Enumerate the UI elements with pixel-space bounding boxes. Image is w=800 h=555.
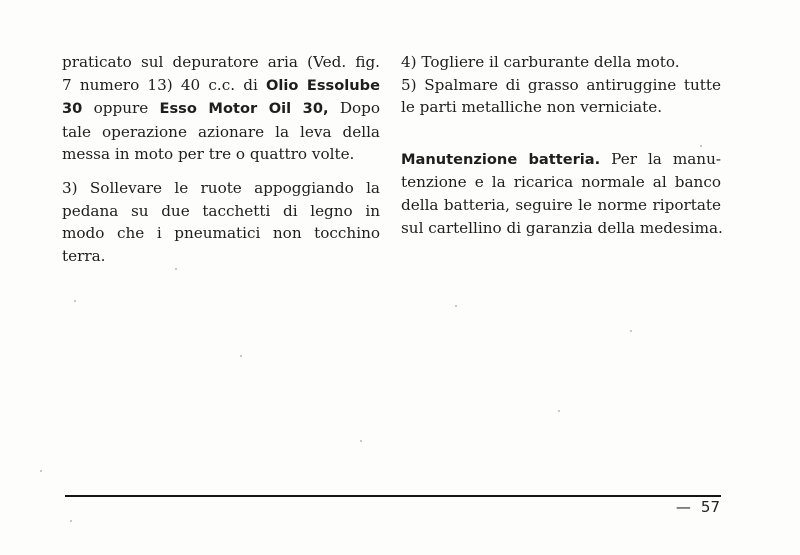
section-heading: Manutenzione batteria. [401, 150, 601, 168]
footer-rule [65, 495, 721, 497]
left-column [62, 51, 380, 267]
scan-speck [40, 470, 42, 472]
text-line [401, 148, 721, 172]
text-fragment: 7 numero 13) 40 c.c. di [62, 75, 267, 94]
text-line: praticato sul depuratore aria (Ved. fig. [62, 53, 380, 71]
oil-name-bold: Olio Essolube [266, 76, 381, 94]
paragraph-battery-maintenance [401, 148, 721, 239]
scan-speck [700, 145, 702, 147]
footer-dash: — [675, 498, 691, 516]
text-line: 3) Sollevare le ruote appoggiando la [62, 178, 380, 197]
scan-speck [70, 520, 72, 522]
text-line: terra. [62, 246, 106, 265]
scan-speck [240, 355, 242, 357]
text-line [62, 74, 380, 98]
scan-speck [455, 305, 457, 307]
text-line: della batteria, seguire le norme riportate [401, 195, 721, 214]
paragraph-step-3 [62, 177, 380, 267]
text-line: sul cartellino di garanzia della medesima. [401, 218, 723, 237]
text-fragment: Dopo [328, 99, 381, 118]
page-footer [676, 498, 720, 516]
paragraph-step-5 [401, 74, 721, 119]
scan-speck [74, 300, 76, 302]
text-line: tenzione e la ricarica normale al banco [401, 173, 721, 192]
text-line: tale operazione azionare la leva della [62, 122, 380, 141]
page-number: 57 [700, 498, 720, 516]
right-column [401, 51, 721, 239]
scan-speck [360, 440, 362, 442]
text-line: le parti metalliche non verniciate. [401, 98, 663, 117]
text-line: 4) Togliere il carburante della moto. [401, 53, 680, 71]
text-line [62, 97, 380, 121]
text-fragment: Per la manu- [600, 149, 721, 168]
text-line: messa in moto per tre o quattro volte. [62, 145, 355, 164]
scan-speck [630, 330, 632, 332]
oil-name-bold: Esso Motor Oil 30, [159, 100, 329, 118]
scan-speck [175, 268, 177, 270]
paragraph-continuation [62, 51, 380, 166]
oil-grade-bold: 30 [62, 100, 83, 118]
text-fragment: oppure [82, 99, 160, 118]
text-line: 5) Spalmare di grasso antiruggine tutte [401, 75, 721, 94]
paragraph-step-4 [401, 51, 721, 74]
scan-speck [558, 410, 560, 412]
text-line: modo che i pneumatici non tocchino [62, 224, 380, 243]
text-line: pedana su due tacchetti di legno in [62, 201, 380, 220]
